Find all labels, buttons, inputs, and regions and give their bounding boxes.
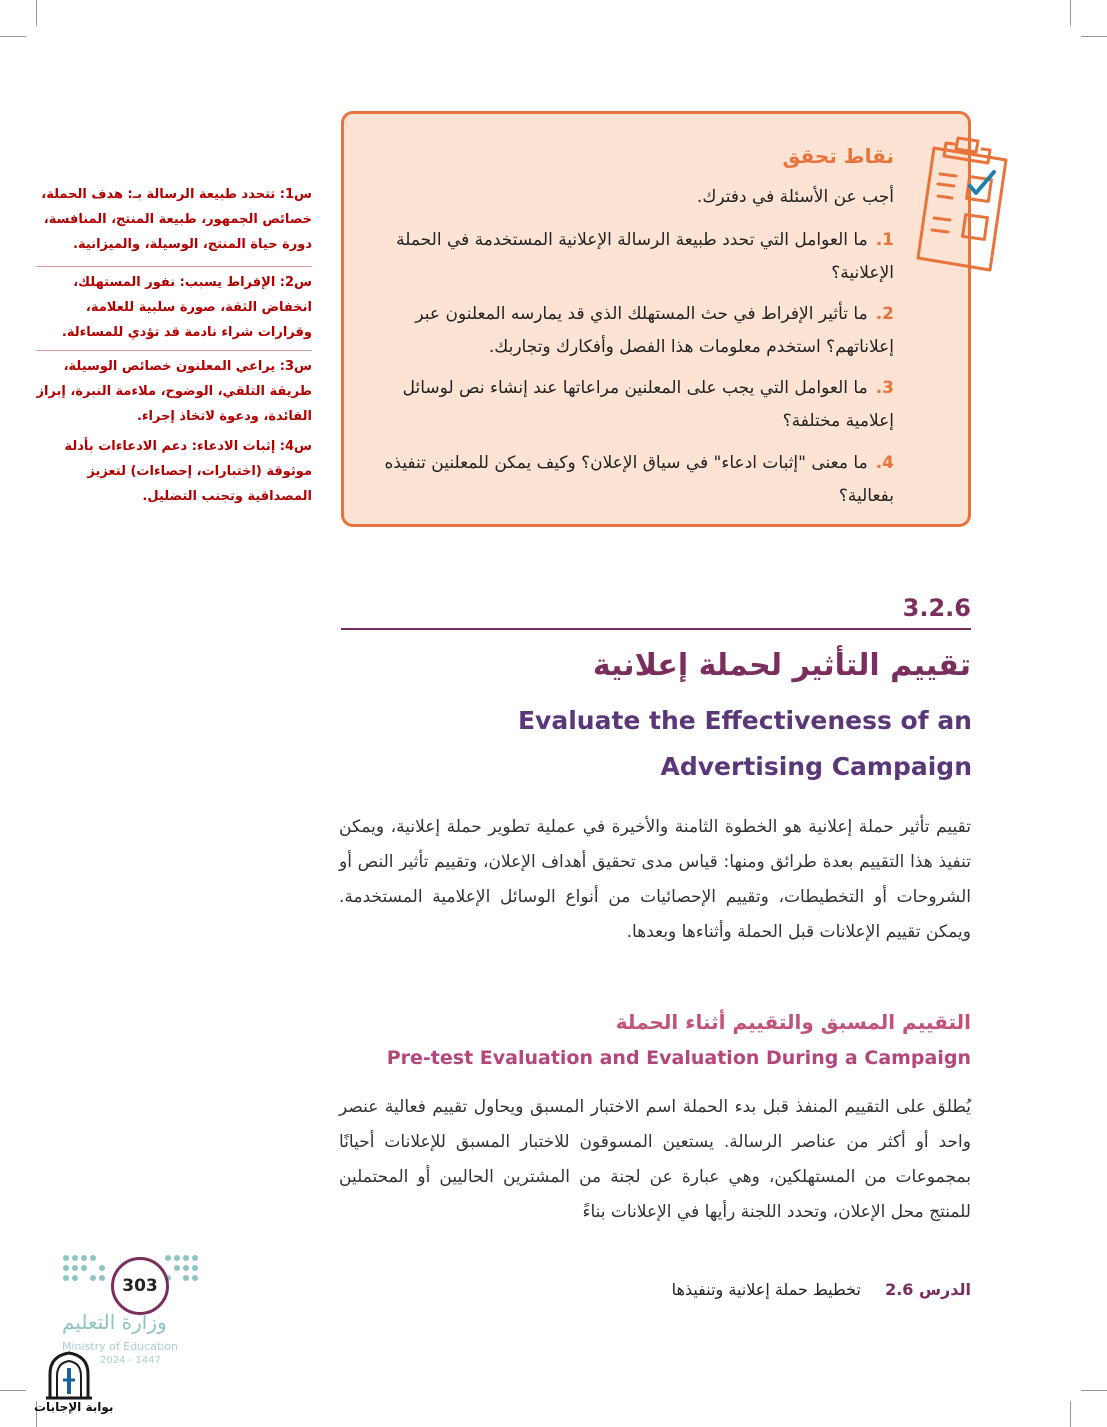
- section-rule: [341, 628, 971, 630]
- section-title-ar: تقييم التأثير لحملة إعلانية: [592, 648, 971, 683]
- checkpoint-question: [384, 447, 894, 513]
- page-number: 303: [122, 1276, 158, 1296]
- subsection-title-ar: التقييم المسبق والتقييم أثناء الحملة: [615, 1010, 971, 1034]
- crop-mark: [1081, 1390, 1107, 1391]
- crop-mark: [36, 0, 37, 26]
- intro-paragraph: تقييم تأثير حملة إعلانية هو الخطوة الثامنة والأخيرة في عملية تطوير حملة إعلانية، ويمكن تنفيذ هذا التقييم بعدة طرائق ومنها: قياس مدى تحقيق أهداف الإعلان، وتقييم تأثير النص أو الشروحات أو التخطيطات، وتقييم الإحصائيات من أنواع الوسائل الإعلامية المستخدمة. ويمكن تقييم الإعلانات قبل الحملة وأثناءها وبعدها.: [339, 817, 971, 942]
- crop-mark: [1070, 0, 1071, 26]
- checkpoint-question: [384, 372, 894, 438]
- lesson-title: تخطيط حملة إعلانية وتنفيذها: [671, 1280, 861, 1299]
- section-number: 3.2.6: [902, 594, 971, 622]
- page-number-badge: [111, 1257, 169, 1315]
- ministry-year: 2024 - 1447: [100, 1355, 161, 1366]
- checkpoint-question: [384, 224, 894, 290]
- question-number: 1.: [875, 230, 894, 250]
- ministry-dots-left: [62, 1254, 110, 1286]
- question-text: ما معنى "إثبات ادعاء" في سياق الإعلان؟ وكيف يمكن للمعلنين تنفيذه بفعالية؟: [384, 453, 894, 506]
- note-divider: [36, 350, 312, 351]
- note-divider: [36, 266, 312, 267]
- lesson-tag: الدرس 2.6: [885, 1280, 971, 1299]
- note-answer-2: س2: الإفراط يسبب: نفور المستهلك، انخفاض الثقة، صورة سلبية للعلامة، وقرارات شراء نادمة قد تؤدي للمساءلة.: [61, 275, 312, 340]
- section-title-en: Evaluate the Effectiveness of an Advertising Campaign: [517, 706, 972, 781]
- ministry-name-en: Ministry of Education: [62, 1340, 179, 1353]
- checkpoint-box: [341, 111, 971, 527]
- crop-mark: [1070, 1401, 1071, 1427]
- pretest-paragraph: يُطلق على التقييم المنفذ قبل بدء الحملة اسم الاختبار المسبق ويحاول تقييم فعالية عنصر واحد أو أكثر من عناصر الرسالة. يستعين المسوقون للاختبار المسبق للإعلانات أحيانًا بمجموعات من المستهلكين، وهي عبارة عن لجنة من المشترين الحاليين أو المحتملين للمنتج محل الإعلان، وتحدد اللجنة رأيها في الإعلانات بناءً: [339, 1097, 971, 1222]
- footer-lesson: [672, 1280, 971, 1299]
- clipboard-checklist-icon: [912, 122, 1016, 272]
- question-number: 3.: [875, 378, 894, 398]
- gate-label: بوابة الإجابات: [34, 1400, 114, 1414]
- note-answer-3: س3: يراعي المعلنون خصائص الوسيلة، طريقة التلقي، الوضوح، ملاءمة النبرة، إبراز الفائدة، ودعوة لاتخاذ إجراء.: [36, 359, 312, 424]
- question-number: 2.: [875, 304, 894, 324]
- crop-mark: [0, 1390, 26, 1391]
- question-text: ما العوامل التي يجب على المعلنين مراعاتها عند إنشاء نص لوسائل إعلامية مختلفة؟: [402, 378, 894, 431]
- crop-mark: [0, 36, 26, 37]
- question-text: ما العوامل التي تحدد طبيعة الرسالة الإعلانية المستخدمة في الحملة الإعلانية؟: [396, 230, 894, 283]
- question-number: 4.: [875, 453, 894, 473]
- ministry-name-ar: وزارة التعليم: [62, 1310, 167, 1334]
- question-text: ما تأثير الإفراط في حث المستهلك الذي قد يمارسه المعلنون عبر إعلاناتهم؟ استخدم معلومات هذا الفصل وأفكارك وتجاربك.: [415, 304, 894, 357]
- note-answer-4: س4: إثبات الادعاء: دعم الادعاءات بأدلة موثوقة (اختبارات، إحصاءات) لتعزيز المصداقية وتجنب التضليل.: [64, 439, 312, 504]
- note-answer-1: س1: تتحدد طبيعة الرسالة بـ: هدف الحملة، خصائص الجمهور، طبيعة المنتج، المنافسة، دورة حياة المنتج، الوسيلة، والميزانية.: [41, 187, 312, 252]
- gate-logo-icon: [46, 1350, 92, 1400]
- checkpoint-intro: أجب عن الأسئلة في دفترك.: [696, 187, 894, 207]
- checkpoint-question: [384, 298, 894, 364]
- subsection-title-en: Pre-test Evaluation and Evaluation During a Campaign: [386, 1047, 971, 1069]
- crop-mark: [1081, 36, 1107, 37]
- checkpoint-title: نقاط تحقق: [782, 144, 894, 168]
